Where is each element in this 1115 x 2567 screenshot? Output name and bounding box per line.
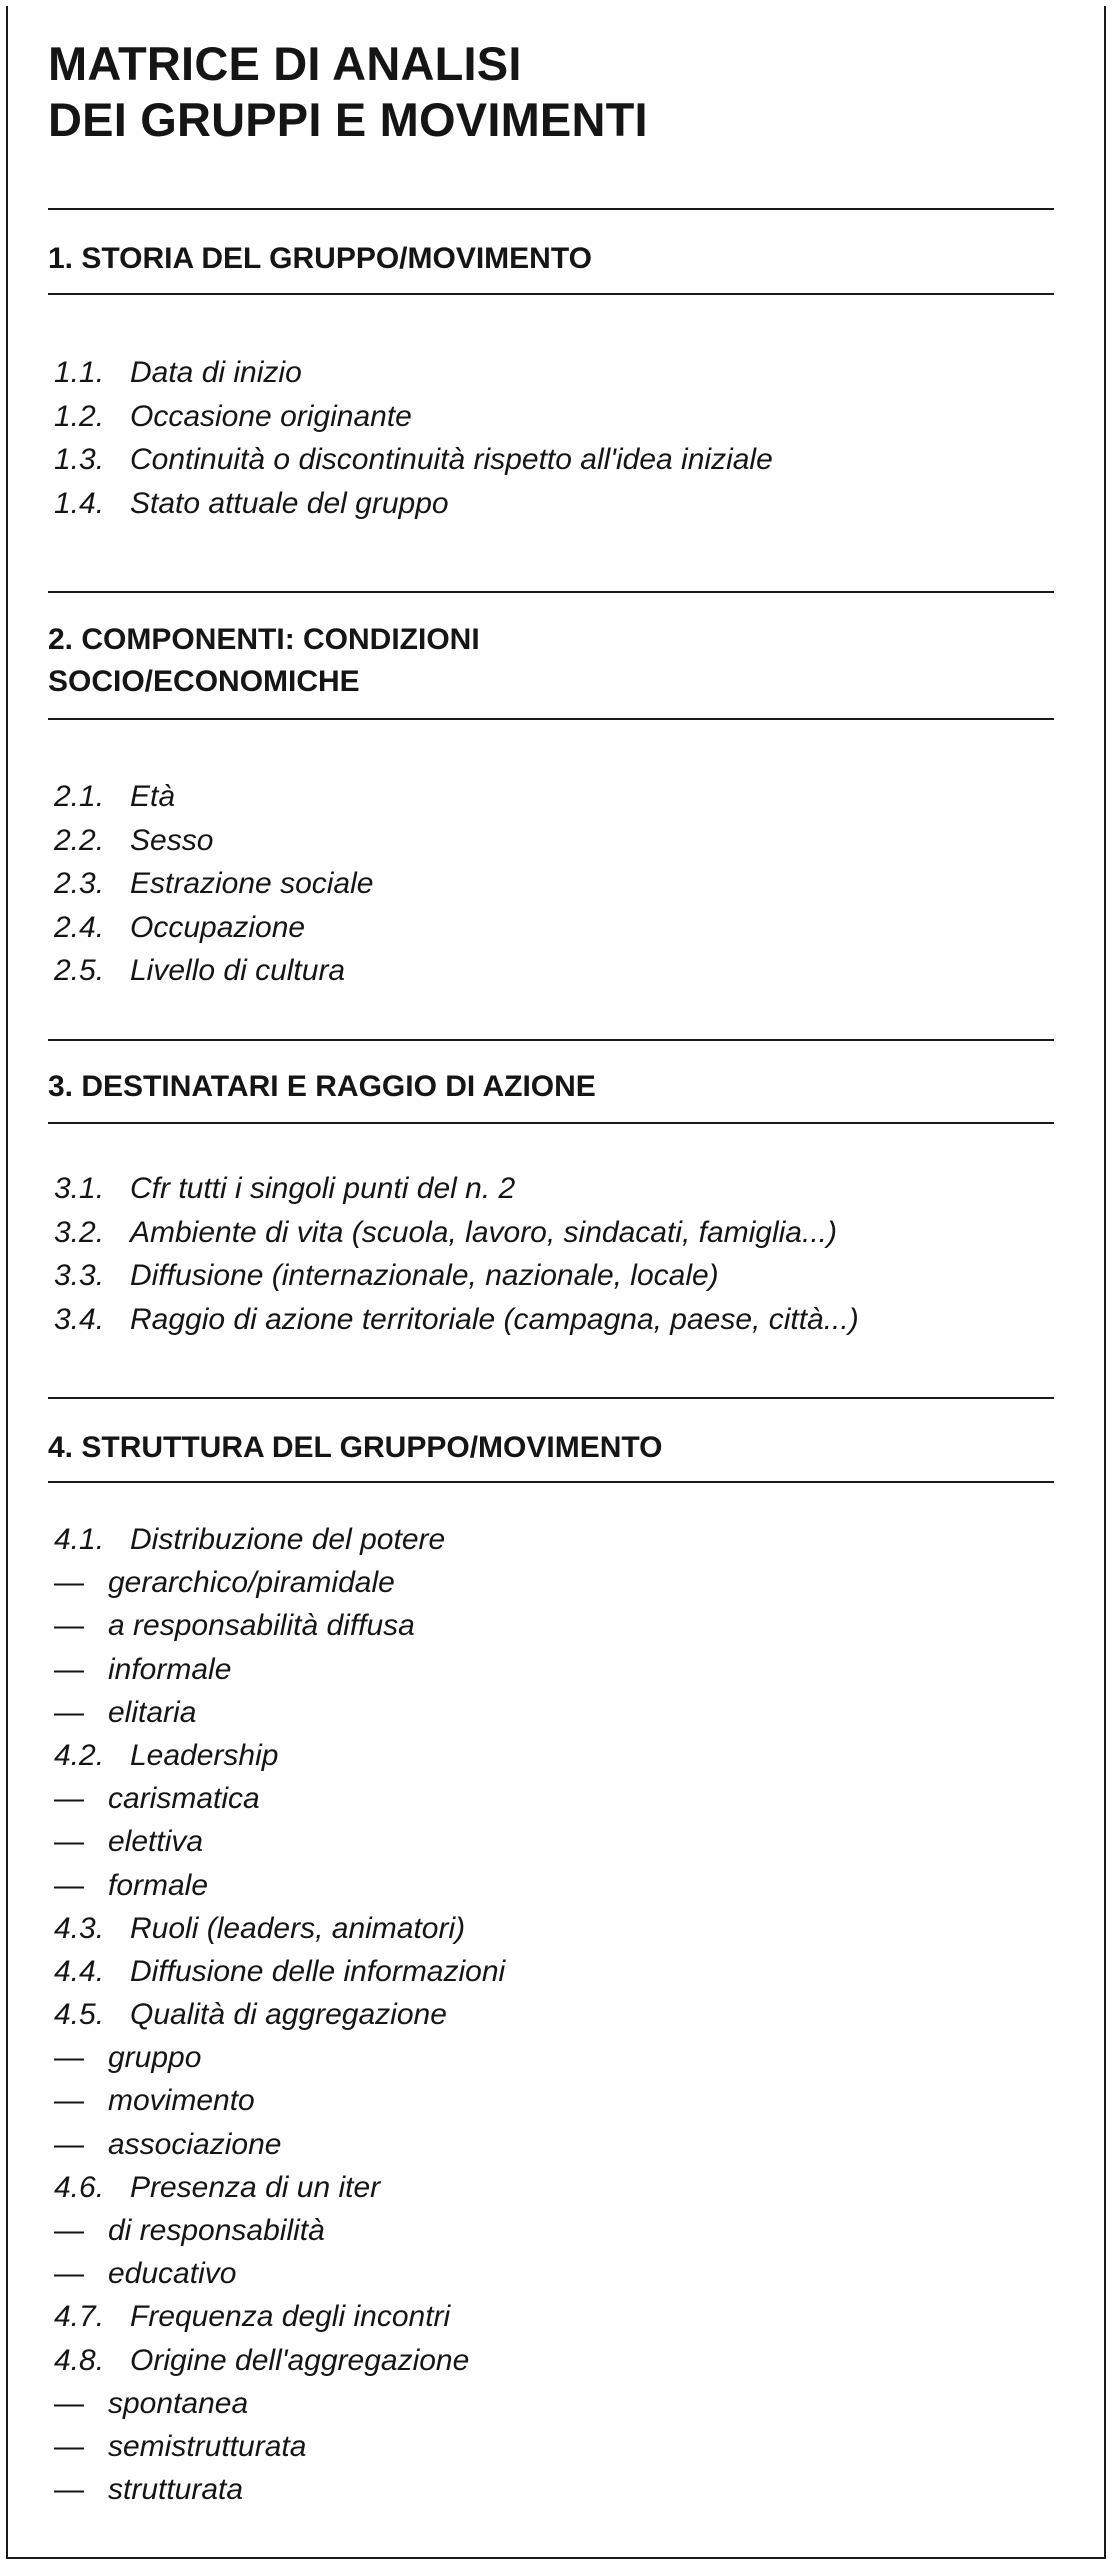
item-number: 2.1. [54, 780, 105, 813]
item-text: gruppo [108, 2041, 202, 2075]
section-2-list [54, 775, 373, 993]
item-text: Frequenza degli incontri [130, 2300, 451, 2334]
item-text: elettiva [108, 1825, 204, 1859]
list-item [54, 395, 773, 439]
item-text: movimento [108, 2084, 255, 2118]
list-item [54, 438, 773, 482]
item-text: informale [108, 1652, 232, 1686]
item-number: 2.3. [54, 867, 105, 900]
item-dash: — [54, 2084, 84, 2118]
item-text: Occasione originante [130, 399, 412, 433]
item-text: a responsabilità diffusa [108, 1609, 415, 1643]
section-3-heading: 3. DESTINATARI E RAGGIO DI AZIONE [48, 1070, 596, 1103]
item-text: elitaria [108, 1695, 197, 1729]
item-number: 3.1. [54, 1172, 105, 1205]
list-item [54, 2123, 505, 2166]
item-text: Ruoli (leaders, animatori) [130, 1911, 466, 1945]
list-item [54, 2339, 505, 2382]
item-text: associazione [108, 2127, 282, 2161]
item-text: Cfr tutti i singoli punti del n. 2 [130, 1172, 516, 1205]
list-item [54, 2382, 505, 2425]
list-item [54, 1604, 505, 1647]
list-item [54, 1561, 505, 1604]
item-number: 4.7. [54, 2300, 105, 2334]
section-1-top-rule [48, 208, 1054, 210]
item-text: Sesso [130, 823, 214, 857]
item-text: Diffusione (internazionale, nazionale, locale) [130, 1259, 719, 1292]
section-2-top-rule [48, 591, 1054, 593]
item-text: Qualità di aggregazione [130, 1998, 447, 2032]
list-item [54, 862, 373, 906]
item-number: 3.4. [54, 1302, 105, 1336]
item-text: spontanea [108, 2386, 249, 2420]
list-item [54, 1518, 505, 1561]
item-text: strutturata [108, 2473, 244, 2507]
item-dash: — [54, 1609, 84, 1643]
item-text: di responsabilità [108, 2214, 325, 2247]
list-item [54, 2295, 505, 2338]
item-text: Occupazione [130, 910, 306, 944]
item-number: 1.2. [54, 399, 105, 433]
item-number: 3.2. [54, 1215, 105, 1249]
list-item [54, 2468, 505, 2511]
list-item [54, 1907, 505, 1950]
list-item [54, 1298, 859, 1342]
item-number: 1.1. [54, 356, 105, 389]
item-dash: — [54, 2214, 84, 2247]
item-text: Origine dell'aggregazione [130, 2343, 470, 2377]
item-dash: — [54, 1868, 84, 1902]
list-item [54, 351, 773, 395]
item-number: 4.2. [54, 1738, 105, 1772]
item-text: gerarchico/piramidale [108, 1566, 395, 1600]
list-item [54, 1820, 505, 1863]
list-item [54, 2209, 505, 2252]
item-number: 1.3. [54, 443, 105, 476]
item-text: Leadership [130, 1738, 279, 1772]
item-number: 2.4. [54, 910, 105, 944]
item-text: Presenza di un iter [130, 2170, 381, 2204]
item-text: Estrazione sociale [130, 867, 374, 900]
list-item [54, 1691, 505, 1734]
item-dash: — [54, 2386, 84, 2420]
item-text: Ambiente di vita (scuola, lavoro, sindacati, famiglia...) [130, 1215, 837, 1249]
item-number: 2.5. [54, 954, 105, 987]
item-text: Data di inizio [130, 356, 302, 389]
list-item [54, 1211, 859, 1255]
item-dash: — [54, 1825, 84, 1859]
list-item [54, 775, 373, 819]
item-number: 2.2. [54, 823, 105, 857]
item-number: 4.1. [54, 1523, 105, 1556]
page-title-line-1: MATRICE DI ANALISI [48, 37, 522, 90]
item-number: 4.3. [54, 1911, 105, 1945]
section-4-list [54, 1518, 505, 2511]
section-3-bottom-rule [48, 1122, 1054, 1124]
item-number: 4.5. [54, 1998, 105, 2032]
item-dash: — [54, 2429, 84, 2463]
list-item [54, 2036, 505, 2079]
item-dash: — [54, 1566, 84, 1600]
item-dash: — [54, 2041, 84, 2075]
item-text: Livello di cultura [130, 954, 346, 987]
list-item [54, 2166, 505, 2209]
item-number: 3.3. [54, 1259, 105, 1292]
item-dash: — [54, 1782, 84, 1816]
section-1-list [54, 351, 773, 525]
list-item [54, 2079, 505, 2122]
item-dash: — [54, 2257, 84, 2291]
item-text: Diffusione delle informazioni [130, 1954, 506, 1988]
list-item [54, 482, 773, 526]
item-number: 1.4. [54, 486, 105, 520]
list-item [54, 906, 373, 950]
item-dash: — [54, 1695, 84, 1729]
section-1-heading: 1. STORIA DEL GRUPPO/MOVIMENTO [48, 242, 592, 275]
item-number: 4.8. [54, 2343, 105, 2377]
list-item [54, 1167, 859, 1211]
item-dash: — [54, 2127, 84, 2161]
item-text: formale [108, 1868, 209, 1902]
list-item [54, 819, 373, 863]
item-number: 4.4. [54, 1954, 105, 1988]
item-text: Stato attuale del gruppo [130, 486, 449, 520]
item-dash: — [54, 2473, 84, 2507]
list-item [54, 1864, 505, 1907]
list-item [54, 949, 373, 993]
list-item [54, 1648, 505, 1691]
section-2-bottom-rule [48, 718, 1054, 720]
list-item [54, 1950, 505, 1993]
list-item [54, 1734, 505, 1777]
section-4-heading: 4. STRUTTURA DEL GRUPPO/MOVIMENTO [48, 1431, 663, 1464]
section-2-heading: 2. COMPONENTI: CONDIZIONI SOCIO/ECONOMICHE [48, 623, 480, 698]
item-dash: — [54, 1652, 84, 1686]
list-item [54, 1777, 505, 1820]
page-title [48, 36, 648, 148]
item-text: Raggio di azione territoriale (campagna, paese, città...) [130, 1302, 859, 1336]
item-text: semistrutturata [108, 2429, 307, 2463]
list-item [54, 1254, 859, 1298]
list-item [54, 2252, 505, 2295]
item-text: Età [130, 780, 176, 813]
section-3-top-rule [48, 1039, 1054, 1041]
item-text: educativo [108, 2257, 237, 2291]
list-item [54, 1993, 505, 2036]
section-3-list [54, 1167, 859, 1341]
section-4-bottom-rule [48, 1481, 1054, 1483]
page-title-line-2: DEI GRUPPI E MOVIMENTI [48, 93, 648, 146]
item-text: Continuità o discontinuità rispetto all'idea iniziale [130, 443, 773, 476]
item-text: Distribuzione del potere [130, 1523, 446, 1556]
item-text: carismatica [108, 1782, 260, 1816]
item-number: 4.6. [54, 2170, 105, 2204]
list-item [54, 2425, 505, 2468]
section-4-top-rule [48, 1397, 1054, 1399]
section-1-bottom-rule [48, 293, 1054, 295]
